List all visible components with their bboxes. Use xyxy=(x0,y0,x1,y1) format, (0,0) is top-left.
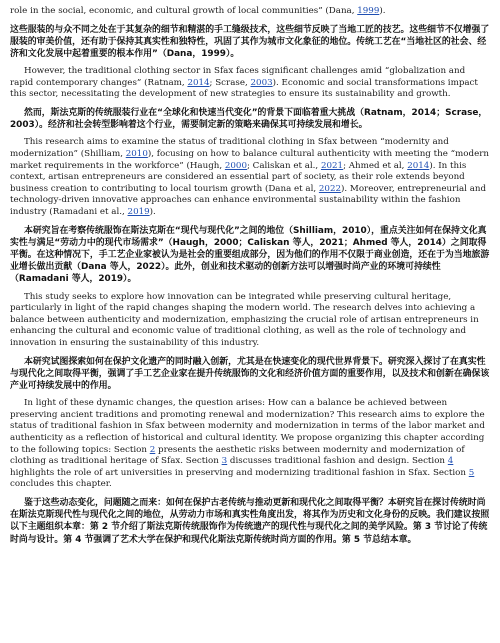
paragraph-english xyxy=(10,292,490,350)
paragraph-text: discusses traditional fashion and design. Section xyxy=(227,456,448,467)
paragraph-text: presents the aesthetic risks between modernity and modernization of clothing as traditional heritage of Sfax. Section xyxy=(10,444,465,467)
paragraph-english xyxy=(10,6,490,18)
paragraph-text: This research aims to examine the status of traditional clothing in Sfax between “modernity and modernization” (Shilliam, xyxy=(10,137,449,159)
paragraph-text: ). Economic and social transformations impact this sector, necessitating the development of new strategies to ensure its sustainability and growth. xyxy=(10,77,478,100)
paragraph-text: 这些服装的与众不同之处在于其复杂的细节和精湛的手工缝级技术，这些细节反映了当地工匠的技艺。这些细节不仅增强了服装的审美价值，还有助于保持其真实性和独特性，巩固了其作为城市文化象征的地位。传统工艺在“当地社区的社会、经济和文化发展中起着重要的根本作用”（Dana，1999）。 xyxy=(10,24,490,59)
paragraph-text: ). xyxy=(379,6,386,16)
paragraph-chinese xyxy=(10,356,490,393)
paragraph-text: role in the social, economic, and cultural growth of local communities” (Dana, xyxy=(10,6,358,16)
section-link[interactable]: 4 xyxy=(447,456,454,467)
paragraph-text: 鉴于这些动态变化，问题随之而来：如何在保护古老传统与推动更新和现代化之间取得平衡？本研究旨在探讨传统时尚在斯法克斯现代性与现代化之间的地位，从劳动力市场和真实性角度出发，将其作为历史和文化身份的反映。我们建议按照以下主题组织本章：第 2 节介绍了斯法克斯传统服饰作为传统遗产的现代性与现代化之间的美学风险。第 3 节讨论了传统时尚与设计。第 4 节强调了艺术大学在保护和现代化斯法克斯传统时尚方面的作用。第 5 节总结本章。 xyxy=(10,497,490,545)
citation-year-link[interactable]: 2000 xyxy=(224,160,247,171)
paragraph-text: ). In this context, artisan entrepreneurs are considered an essential part of society, as their role extends beyond business creation to contributing to local tourism growth (Dana et al, xyxy=(10,160,467,194)
citation-year-link[interactable]: 2019 xyxy=(127,206,150,217)
section-link[interactable]: 5 xyxy=(468,467,475,478)
citation-year-link[interactable]: 2014 xyxy=(407,160,430,171)
paragraph-text: ), focusing on how to balance cultural authenticity with meeting the “modern market requirements in the workforce” (Haugh, xyxy=(10,148,489,171)
paragraph-text: This study seeks to explore how innovation can be integrated while preserving cultural heritage, particularly in light of the rapid changes shaping the modern world. The research delves into achieving a balance between authenticity and modernization, emphasizing the crucial role of artisan entrepreneurs in enhancing the cultural and economic value of traditional clothing, as well as the role of technology and innovation in ensuring the sustainability of this industry. xyxy=(10,291,479,348)
paragraph-text: ; Ahmed et al, xyxy=(343,160,408,171)
paragraph-chinese xyxy=(10,107,490,131)
citation-year-link[interactable]: 2003 xyxy=(250,77,273,88)
paragraph-text: In light of these dynamic changes, the question arises: How can a balance be achieved between preserving ancient traditions and promoting renewal and modernization? This research aims to explore the status of traditional fashion in Sfax between modernity and modernization in terms of the labor market and authenticity as a reflection of historical and cultural identity. We propose organizing this chapter according to the following topics: Section xyxy=(10,398,485,455)
paragraph-text: concludes this chapter. xyxy=(10,479,112,490)
paragraph-text: highlights the role of art universities in preserving and modernizing traditional fashion in Sfax. Section xyxy=(10,467,469,478)
paragraph-text: ; Scrase, xyxy=(209,77,251,88)
paragraph-text: ). xyxy=(149,206,156,217)
section-link[interactable]: 2 xyxy=(149,444,156,455)
section-link[interactable]: 3 xyxy=(221,456,228,467)
citation-year-link[interactable]: 2010 xyxy=(125,148,148,159)
paragraph-text: However, the traditional clothing sector in Sfax faces significant challenges amid “globalization and rapid contemporary changes” (Ratnam, xyxy=(10,66,466,88)
citation-year-link[interactable]: 1999 xyxy=(357,6,380,16)
paragraph-text: 本研究试图探索如何在保护文化遗产的同时融入创新，尤其是在快速变化的现代世界背景下。研究深入探讨了在真实性与现代化之间取得平衡，强调了手工艺企业家在提升传统服饰的文化和经济价值方面的重要作用，以及技术和创新在确保该产业可持续发展中的作用。 xyxy=(10,356,490,391)
citation-year-link[interactable]: 2021 xyxy=(320,160,344,171)
paragraph-chinese xyxy=(10,24,490,61)
paragraph-chinese xyxy=(10,225,490,286)
paragraph-english xyxy=(10,66,490,101)
paragraph-text: 然而，斯法克斯的传统服装行业在“全球化和快速当代变化”的背景下面临着重大挑战（Ratnam，2014；Scrase，2003）。经济和社会转型影响着这个行业，需要制定新的策略来确保其可持续发展和增长。 xyxy=(10,107,488,131)
citation-year-link[interactable]: 2014 xyxy=(187,77,210,88)
paragraph-english xyxy=(10,137,490,218)
citation-year-link[interactable]: 2022 xyxy=(318,183,342,194)
paragraph-chinese xyxy=(10,497,490,546)
paragraph-text: ). Moreover, entrepreneurial and technology-driven innovative approaches can enhance environmental sustainability within the fashion industry (Ramadani et al., xyxy=(10,183,487,217)
paragraph-text: 本研究旨在考察传统服饰在斯法克斯在“现代与现代化”之间的地位（Shilliam，2010），重点关注如何在保持文化真实性与满足“劳动力中的现代市场需求”（Haugh，2000；Caliskan 等人，2021；Ahmed 等人，2014）之间取得平衡。在这种情况下，手工艺企业家被认为是社会的重要组成部分，因为他们的作用不仅限于商业创造，还在于为当地旅游业增长做出贡献（Dana 等人，2022）。此外，创业和技术驱动的创新方法可以增强时尚产业的环境可持续性（Ramadani 等人，2019）。 xyxy=(10,225,490,285)
paragraph-english xyxy=(10,398,490,491)
paragraph-text: ; Caliskan et al., xyxy=(246,160,321,171)
